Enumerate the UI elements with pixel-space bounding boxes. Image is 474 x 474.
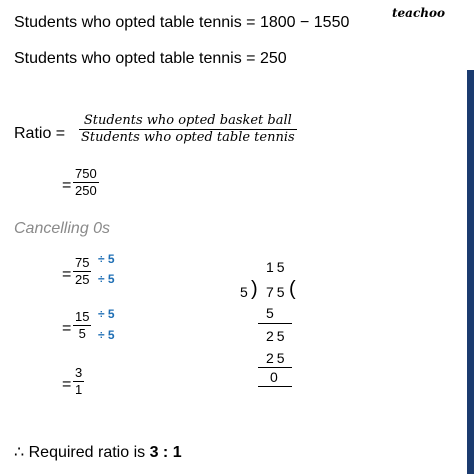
- denominator: 1: [75, 382, 83, 397]
- ratio-numerator: Students who opted basket ball: [83, 113, 292, 128]
- remainder-final: 0: [270, 369, 281, 385]
- denominator: 250: [75, 183, 97, 198]
- equals-sign: =: [62, 266, 72, 283]
- division-line: [258, 323, 292, 324]
- division-bracket: ): [251, 278, 258, 300]
- equals-sign: =: [62, 320, 72, 337]
- division-line: [258, 386, 292, 387]
- fraction-3-1: [73, 365, 84, 398]
- ratio-label: Ratio =: [14, 125, 66, 142]
- equals-sign: =: [62, 376, 72, 393]
- fraction-75-25: [73, 255, 91, 288]
- equals-sign: =: [62, 177, 72, 194]
- conclusion-prefix: ∴ Required ratio is: [14, 444, 150, 461]
- divide-by-5-den: ÷ 5: [98, 328, 115, 342]
- brand-logo: teachoo: [392, 6, 445, 20]
- division-bracket-right: (: [289, 278, 296, 300]
- conclusion-answer: 3 : 1: [149, 444, 182, 461]
- slide-edge-bar: [467, 0, 474, 474]
- numerator: 3: [75, 365, 83, 380]
- divide-by-5-num: ÷ 5: [98, 307, 115, 321]
- division-line: [258, 367, 292, 368]
- denominator: 5: [78, 326, 86, 341]
- fraction-15-5: [73, 309, 91, 342]
- slide-edge-bar-top: [467, 0, 474, 70]
- divide-by-5-num: ÷ 5: [98, 252, 115, 266]
- line-2: Students who opted table tennis = 250: [14, 50, 287, 67]
- remainder-step-2: 25: [266, 328, 288, 344]
- numerator: 750: [75, 166, 97, 181]
- ratio-fraction: [79, 113, 297, 146]
- conclusion: [14, 443, 182, 462]
- denominator: 25: [75, 272, 90, 287]
- remainder-step-1: 5: [266, 305, 277, 321]
- fraction-750-250: [73, 166, 99, 199]
- line-1: Students who opted table tennis = 1800 − 1550: [14, 14, 350, 31]
- remainder-step-3: 25: [266, 350, 288, 366]
- divisor: 5: [240, 284, 251, 300]
- divide-by-5-den: ÷ 5: [98, 272, 115, 286]
- quotient: 15: [266, 259, 288, 275]
- numerator: 15: [75, 309, 90, 324]
- cancelling-note: Cancelling 0s: [14, 220, 111, 237]
- numerator: 75: [75, 255, 90, 270]
- dividend: 75: [266, 284, 288, 300]
- ratio-denominator: Students who opted table tennis: [81, 130, 295, 145]
